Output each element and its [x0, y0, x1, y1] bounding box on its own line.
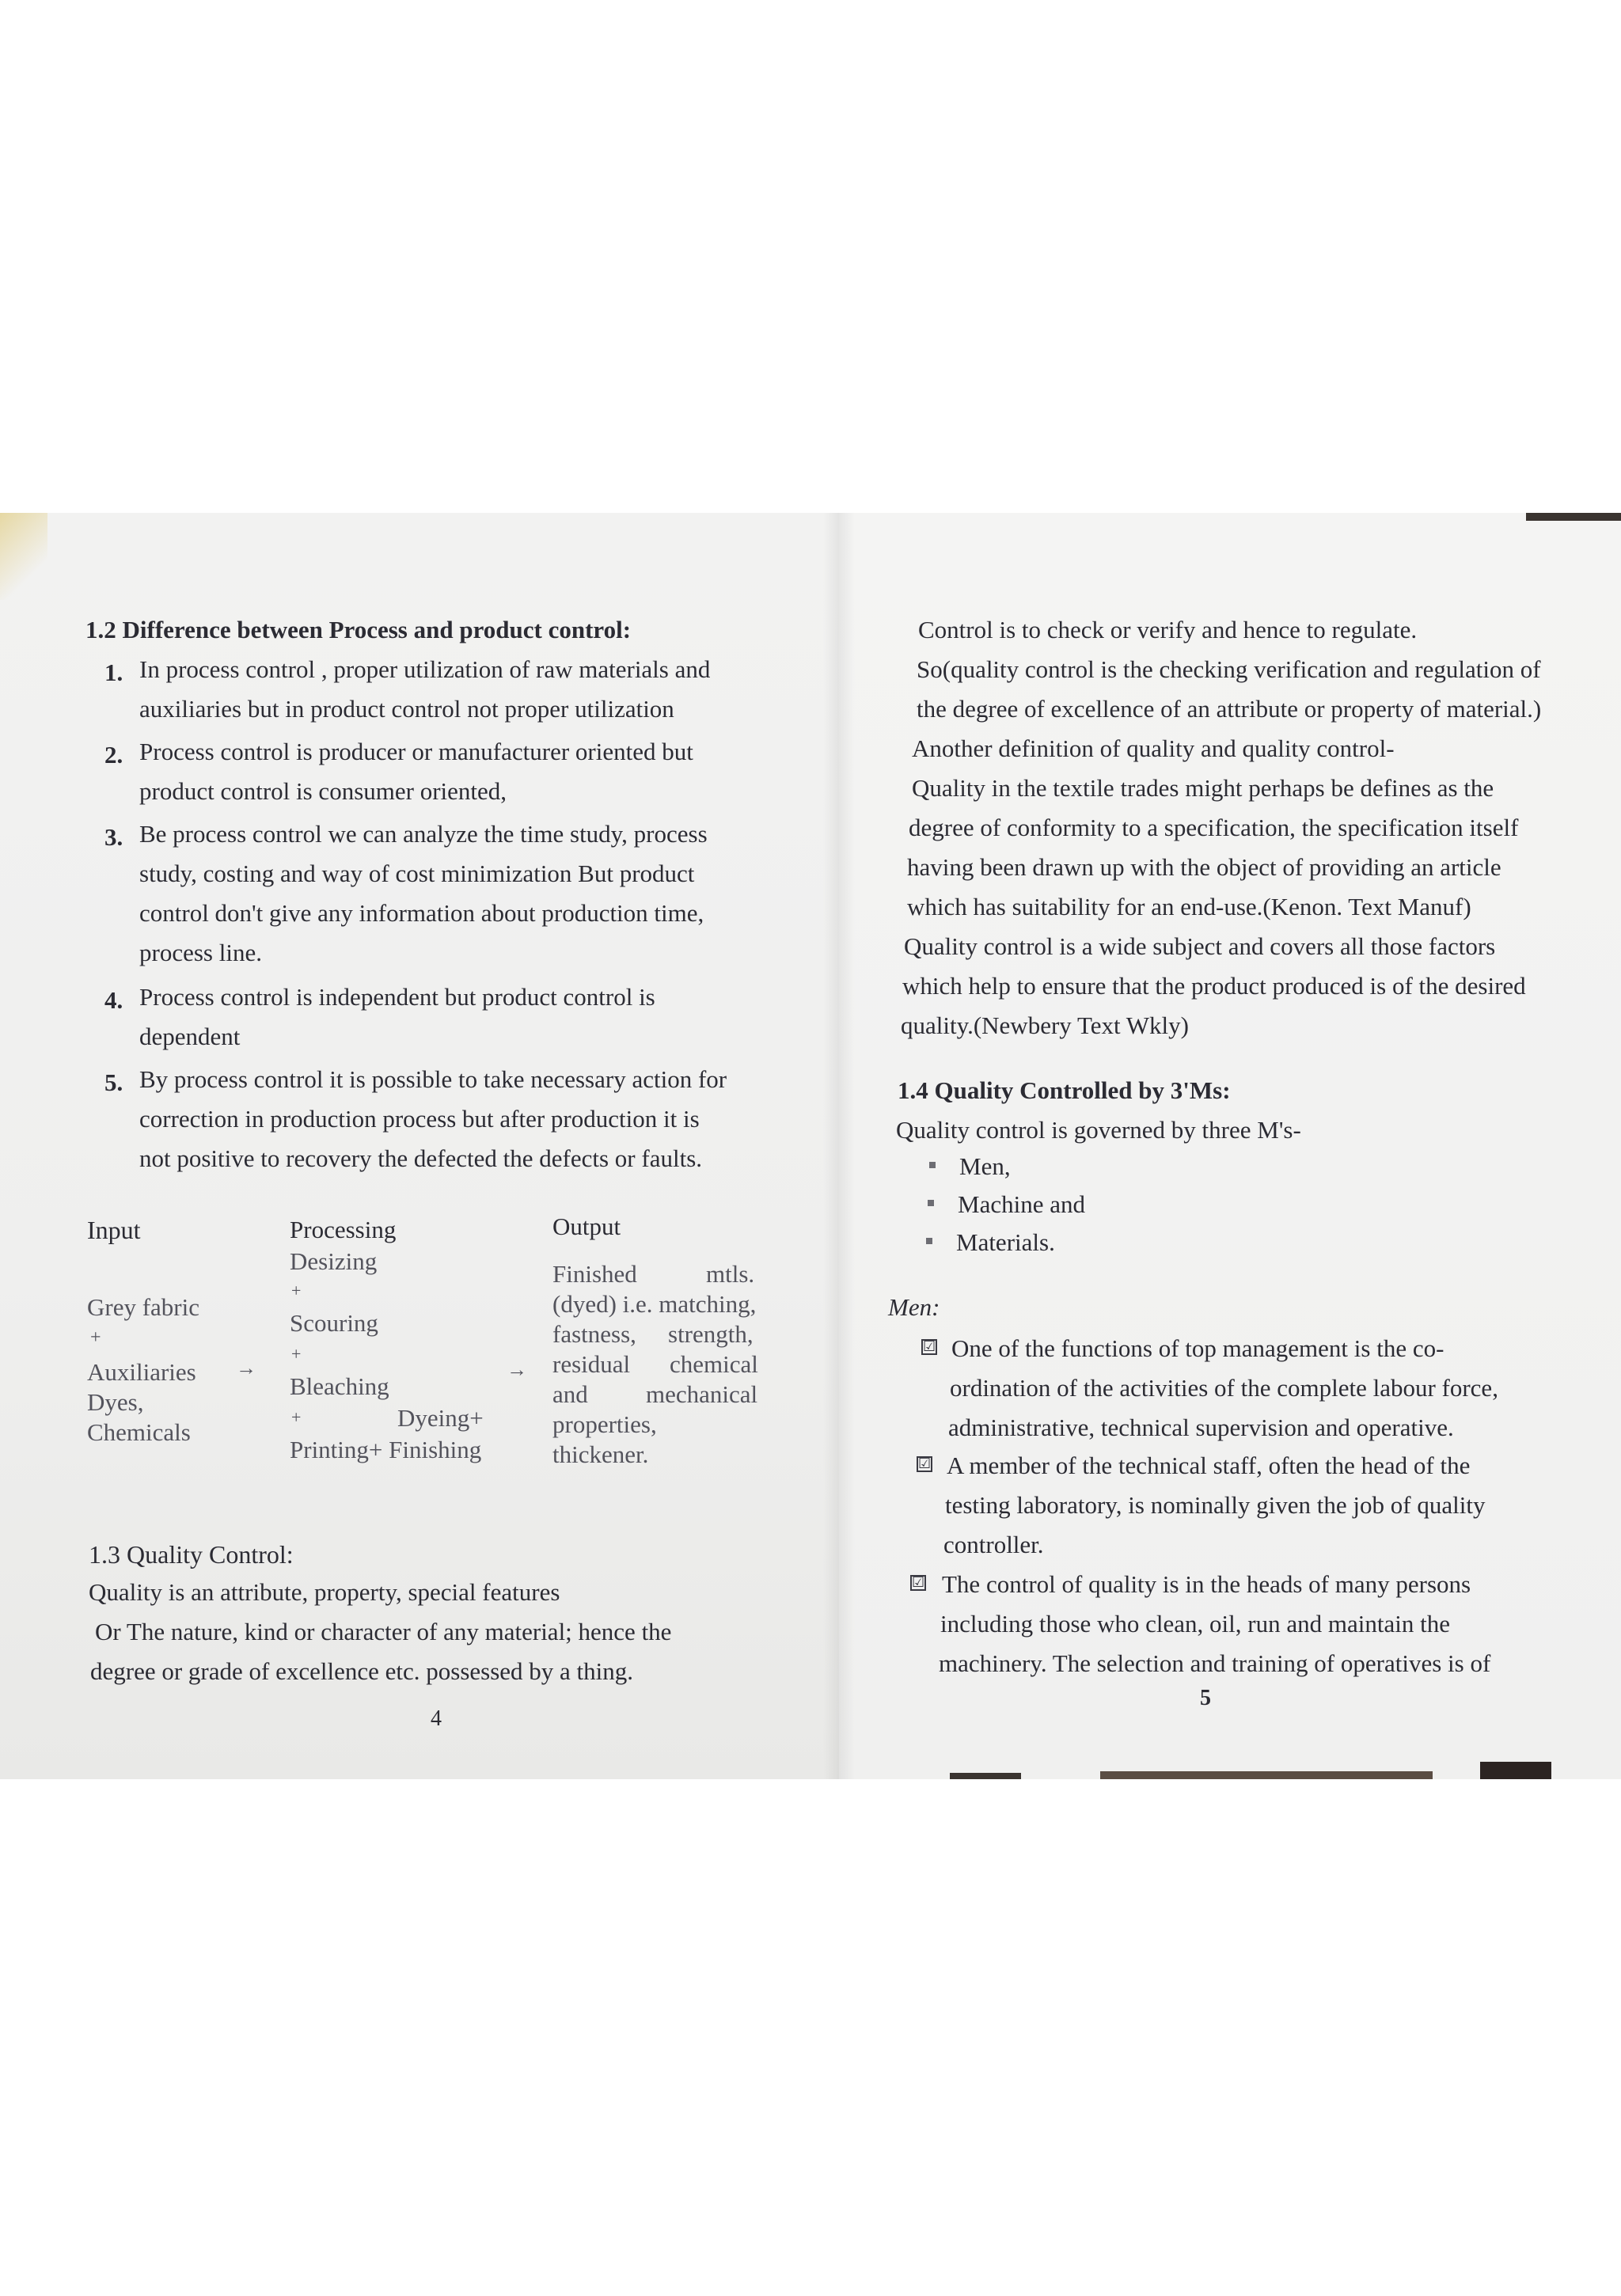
- page-number-left: 4: [431, 1706, 442, 1731]
- item-4-number: 4.: [104, 986, 123, 1014]
- book-spread: [0, 513, 1621, 1779]
- flow-output-text: chemical: [670, 1350, 758, 1378]
- scan-edge-bottom-1: [950, 1773, 1021, 1779]
- flow-process-plus: +: [291, 1407, 302, 1427]
- flow-process-step: Scouring: [290, 1309, 378, 1337]
- flow-output-text: thickener.: [552, 1440, 649, 1468]
- item-3-number: 3.: [104, 823, 123, 851]
- flow-output-text: residual: [552, 1350, 631, 1378]
- bullet-icon: [929, 1162, 936, 1168]
- section-1-3-title: 1.3 Quality Control:: [89, 1540, 294, 1569]
- item-5-line-1: By process control it is possible to take necessary action for: [139, 1065, 727, 1093]
- flow-input-item: Chemicals: [87, 1418, 191, 1446]
- section-1-3-line: Or The nature, kind or character of any material; hence the: [95, 1618, 672, 1645]
- flow-output-text: and: [552, 1380, 588, 1408]
- men-heading: Men:: [888, 1293, 940, 1321]
- right-text-line: Control is to check or verify and hence to regulate.: [918, 616, 1418, 643]
- scan-edge-top: [1526, 513, 1621, 521]
- right-text-line: quality.(Newbery Text Wkly): [901, 1011, 1189, 1039]
- flow-input-plus: +: [90, 1327, 101, 1348]
- check-line: administrative, technical supervision and operative.: [948, 1414, 1454, 1441]
- flow-arrow-icon: →: [236, 1357, 256, 1379]
- flow-input-item: Auxiliaries: [87, 1358, 196, 1386]
- check-line: One of the functions of top management is the co-: [951, 1334, 1444, 1362]
- right-text-line: Another definition of quality and quality control-: [912, 734, 1395, 762]
- section-1-2-title: 1.2 Difference between Process and product control:: [85, 616, 632, 643]
- right-text-line: So(quality control is the checking verification and regulation of: [917, 655, 1541, 683]
- item-2-line-2: product control is consumer oriented,: [139, 777, 507, 805]
- flow-processing-header: Processing: [290, 1216, 397, 1243]
- right-text-line: having been drawn up with the object of providing an article: [907, 853, 1501, 881]
- check-line: including those who clean, oil, run and maintain the: [940, 1610, 1450, 1638]
- flow-process-step: Printing+ Finishing: [290, 1436, 482, 1463]
- flow-output-text: strength,: [668, 1320, 754, 1348]
- right-text-line: degree of conformity to a specification, the specification itself: [909, 814, 1519, 841]
- bullet-icon: [928, 1200, 934, 1206]
- item-1-line-2: auxiliaries but in product control not proper utilization: [139, 695, 674, 723]
- section-1-3-line: degree or grade of excellence etc. possessed by a thing.: [90, 1657, 634, 1685]
- check-line: machinery. The selection and training of operatives is of: [939, 1649, 1491, 1677]
- item-5-line-3: not positive to recovery the defected the defects or faults.: [139, 1144, 703, 1172]
- item-4-line-2: dependent: [139, 1023, 241, 1050]
- checkbox-icon: ☑: [923, 1338, 936, 1355]
- checkbox-icon: ☑: [918, 1455, 932, 1472]
- scan-edge-bottom-2: [1100, 1771, 1433, 1779]
- m-item: Men,: [959, 1152, 1011, 1180]
- page-gutter: [823, 513, 855, 1779]
- item-3-line-4: process line.: [139, 939, 262, 966]
- right-text-line: the degree of excellence of an attribute or property of material.): [917, 695, 1542, 723]
- item-3-line-3: control don't give any information about production time,: [139, 899, 704, 927]
- flow-input-item: Dyes,: [87, 1388, 144, 1416]
- item-4-line-1: Process control is independent but product control is: [139, 983, 655, 1011]
- right-text-line: Quality control is a wide subject and covers all those factors: [904, 932, 1496, 960]
- right-text-line: which help to ensure that the product produced is of the desired: [902, 972, 1526, 1000]
- flow-output-text: fastness,: [552, 1320, 636, 1348]
- section-1-4-title: 1.4 Quality Controlled by 3'Ms:: [898, 1076, 1231, 1104]
- m-item: Materials.: [956, 1228, 1055, 1256]
- check-line: ordination of the activities of the complete labour force,: [950, 1374, 1498, 1402]
- flow-process-plus: +: [291, 1344, 302, 1364]
- right-text-line: which has suitability for an end-use.(Kenon. Text Manuf): [907, 893, 1471, 920]
- flow-input-item: Grey fabric: [87, 1293, 199, 1321]
- flow-output-text: properties,: [552, 1410, 657, 1438]
- item-3-line-1: Be process control we can analyze the time study, process: [139, 820, 708, 848]
- right-text-line: Quality in the textile trades might perhaps be defines as the: [912, 774, 1494, 802]
- checkbox-icon: ☑: [912, 1574, 925, 1591]
- flow-input-header: Input: [87, 1216, 141, 1244]
- flow-arrow-icon: →: [507, 1358, 527, 1381]
- bullet-icon: [926, 1238, 932, 1244]
- item-1-line-1: In process control , proper utilization of raw materials and: [139, 655, 711, 683]
- page-number-right: 5: [1200, 1686, 1211, 1710]
- item-5-number: 5.: [104, 1068, 123, 1096]
- page-corner-stain: [0, 513, 47, 600]
- item-5-line-2: correction in production process but after production it is: [139, 1105, 700, 1133]
- check-line: controller.: [943, 1531, 1044, 1558]
- flow-output-text: mtls.: [706, 1260, 755, 1288]
- item-2-number: 2.: [104, 741, 123, 768]
- flow-process-step: Bleaching: [290, 1372, 389, 1400]
- m-item: Machine and: [958, 1190, 1085, 1218]
- scan-edge-bottom-3: [1480, 1762, 1551, 1779]
- flow-output-header: Output: [552, 1213, 621, 1240]
- flow-output-text: Finished: [552, 1260, 637, 1288]
- section-1-4-intro: Quality control is governed by three M's-: [896, 1116, 1301, 1144]
- flow-process-plus: +: [291, 1281, 302, 1300]
- item-2-line-1: Process control is producer or manufacturer oriented but: [139, 738, 693, 765]
- check-line: testing laboratory, is nominally given the job of quality: [945, 1491, 1486, 1519]
- check-line: A member of the technical staff, often the head of the: [947, 1452, 1471, 1479]
- item-1-number: 1.: [104, 658, 123, 686]
- flow-output-text: mechanical: [646, 1380, 758, 1408]
- flow-process-step: Dyeing+: [397, 1404, 484, 1432]
- flow-process-step: Desizing: [290, 1247, 378, 1275]
- section-1-3-line: Quality is an attribute, property, special features: [89, 1578, 560, 1606]
- check-line: The control of quality is in the heads of many persons: [942, 1570, 1471, 1598]
- item-3-line-2: study, costing and way of cost minimization But product: [139, 860, 695, 887]
- flow-output-text: (dyed) i.e. matching,: [552, 1290, 757, 1318]
